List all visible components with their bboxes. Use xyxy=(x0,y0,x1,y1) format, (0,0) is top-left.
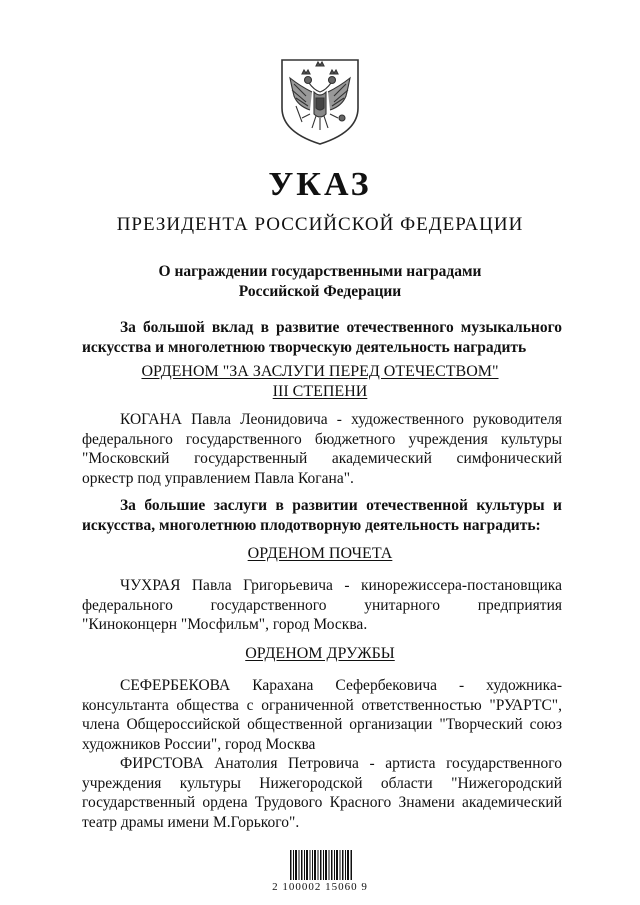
awardee-line: федерального государственного бюджетного учреждения культуры xyxy=(82,430,562,448)
awardee-kogan xyxy=(82,410,562,488)
awardee-chukhrai xyxy=(82,576,562,635)
section1-intro xyxy=(82,318,562,357)
barcode-number: 2 100002 15060 9 xyxy=(272,881,368,893)
order-honor xyxy=(0,544,640,564)
intro-line: искусства, многолетнюю плодотворную деятельность наградить: xyxy=(82,516,541,534)
intro-line: За большой вклад в развитие отечественного музыкального xyxy=(120,319,562,336)
awardee-line: члена Общероссийской общественной организации "Творческий союз xyxy=(82,716,562,733)
awardee-line: ФИРСТОВА Анатолия Петровича - артиста государственного xyxy=(120,755,562,772)
intro-line: искусства и многолетнюю творческую деятельность наградить xyxy=(82,338,527,356)
awardee-line: оркестр под управлением Павла Когана". xyxy=(82,469,354,487)
order-name: ОРДЕНОМ ПОЧЕТА xyxy=(247,545,393,562)
awardee-line: государственный ордена Трудового Красного Знамени академический xyxy=(82,794,562,811)
section2-intro xyxy=(82,496,562,535)
barcode-icon xyxy=(290,850,352,880)
awardee-line: КОГАНА Павла Леонидовича - художественного руководителя xyxy=(120,411,562,428)
subject-line: О награждении государственными наградами xyxy=(158,263,482,280)
coat-of-arms-icon xyxy=(272,52,368,148)
order-name: ОРДЕНОМ "ЗА ЗАСЛУГИ ПЕРЕД ОТЕЧЕСТВОМ" xyxy=(141,363,499,380)
decree-issuer: ПРЕЗИДЕНТА РОССИЙСКОЙ ФЕДЕРАЦИИ xyxy=(116,214,524,235)
order-fatherland-merit xyxy=(0,362,640,402)
awardee-line: "Киноконцерн "Мосфильм", город Москва. xyxy=(82,616,368,633)
awardee-seferbekov xyxy=(82,676,562,754)
awardee-line: федерального государственного унитарного предприятия xyxy=(82,596,562,614)
order-name: ОРДЕНОМ ДРУЖБЫ xyxy=(245,645,395,662)
decree-subject xyxy=(0,262,640,302)
intro-line: За большие заслуги в развитии отечественной культуры и xyxy=(120,497,562,514)
order-degree: III СТЕПЕНИ xyxy=(272,383,368,400)
awardee-line: учреждения культуры Нижегородской области "Нижегородский xyxy=(82,774,562,792)
order-friendship xyxy=(0,644,640,664)
awardee-line: ЧУХРАЯ Павла Григорьевича - кинорежиссера-постановщика xyxy=(120,577,562,594)
awardee-line: "Московский государственный академический симфонический xyxy=(82,450,562,467)
awardee-line: театр драмы имени М.Горького". xyxy=(82,813,300,831)
awardee-line: СЕФЕРБЕКОВА Карахана Сефербековича - художника- xyxy=(120,677,562,694)
decree-title: УКАЗ xyxy=(268,166,372,203)
awardee-line: консультанта общества с ограниченной ответственностью "РУАРТС", xyxy=(82,696,562,714)
awardee-line: художников России", город Москва xyxy=(82,735,316,753)
awardee-firstov xyxy=(82,754,562,832)
subject-line: Российской Федерации xyxy=(238,283,402,300)
